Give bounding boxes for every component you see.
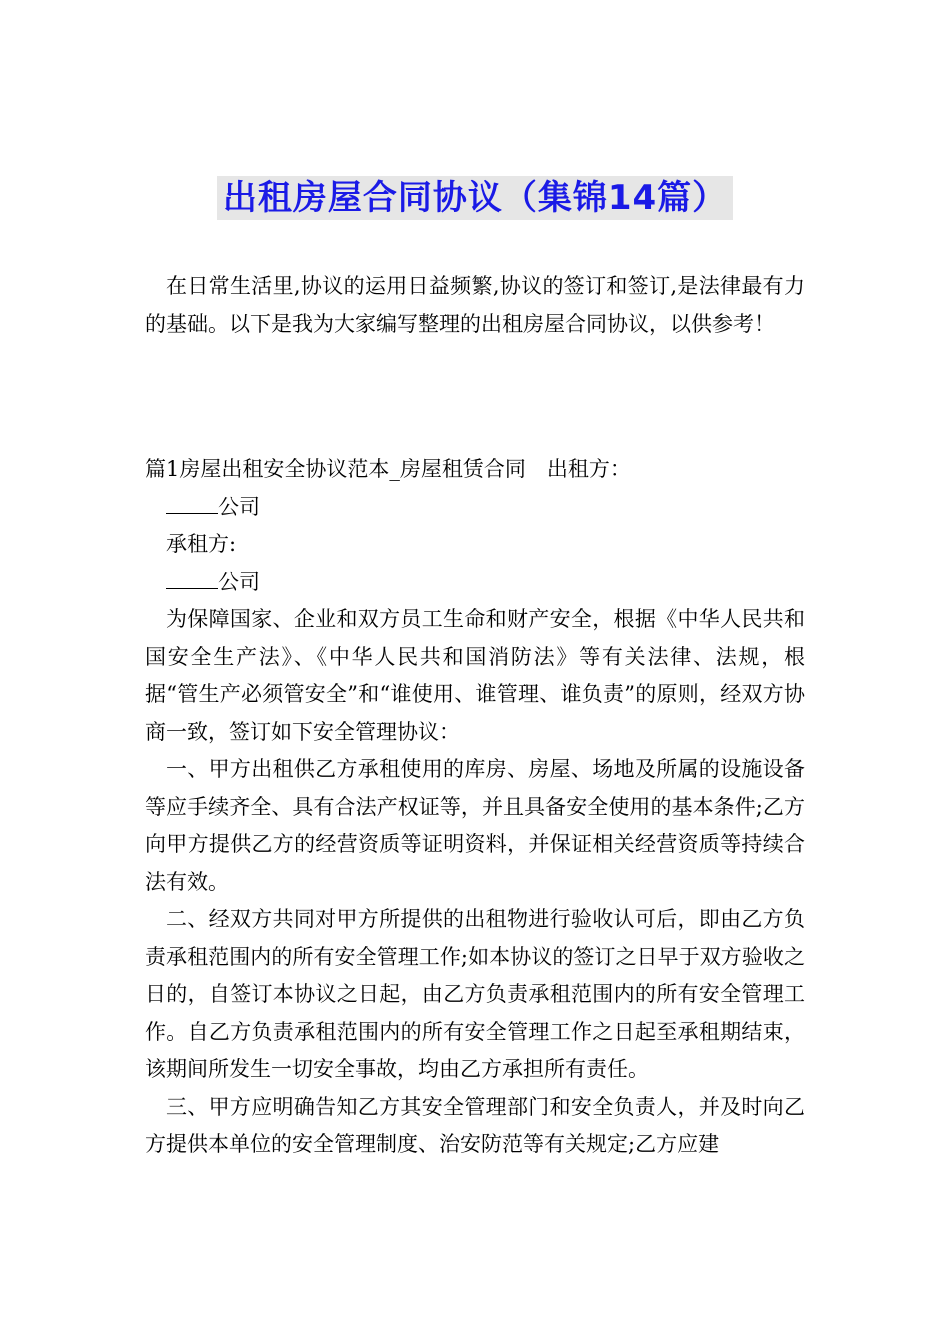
paragraph-clause-1: 一、甲方出租供乙方承租使用的库房、房屋、场地及所属的设施设备等应手续齐全、具有合法产权证等，并且具备安全使用的基本条件;乙方向甲方提供乙方的经营资质等证明资料，并保证相关经营资质等持续合法有效。: [145, 757, 805, 894]
lessor-company: 公司: [218, 494, 260, 519]
lessee-company: 公司: [218, 569, 260, 594]
paragraph-clause-2: 二、经双方共同对甲方所提供的出租物进行验收认可后，即由乙方负责承租范围内的所有安全管理工作;如本协议的签订之日早于双方验收之日的，自签订本协议之日起，由乙方负责承租范围内的所有安全管理工作。自乙方负责承租范围内的所有安全管理工作之日起至承租期结束，该期间所发生一切安全事故，均由乙方承担所有责任。: [145, 907, 805, 1081]
contract-content: [145, 451, 805, 1164]
lessor-company-line: [145, 489, 805, 527]
section-heading: 篇1房屋出租安全协议范本_房屋租赁合同 出租方：: [145, 457, 631, 481]
intro-paragraph: 在日常生活里,协议的运用日益频繁,协议的签订和签订,是法律最有力的基础。以下是我为大家编写整理的出租房屋合同协议，以供参考！: [145, 274, 805, 336]
title-container: [0, 176, 950, 220]
document-title: 出租房屋合同协议（集锦14篇）: [217, 176, 733, 220]
blank-underline: [166, 495, 218, 514]
paragraph-clause-3: 三、甲方应明确告知乙方其安全管理部门和安全负责人，并及时向乙方提供本单位的安全管理制度、治安防范等有关规定;乙方应建: [145, 1094, 805, 1156]
lessee-company-line: [145, 564, 805, 602]
paragraph-preamble: 为保障国家、企业和双方员工生命和财产安全，根据《中华人民共和国安全生产法》、《中华人民共和国消防法》等有关法律、法规，根据“管生产必须管安全”和“谁使用、谁管理、谁负责”的原则，经双方协商一致，签订如下安全管理协议：: [145, 607, 805, 744]
blank-underline: [166, 570, 218, 589]
intro-block: [145, 268, 805, 343]
lessee-label: 承租方:: [166, 532, 237, 556]
